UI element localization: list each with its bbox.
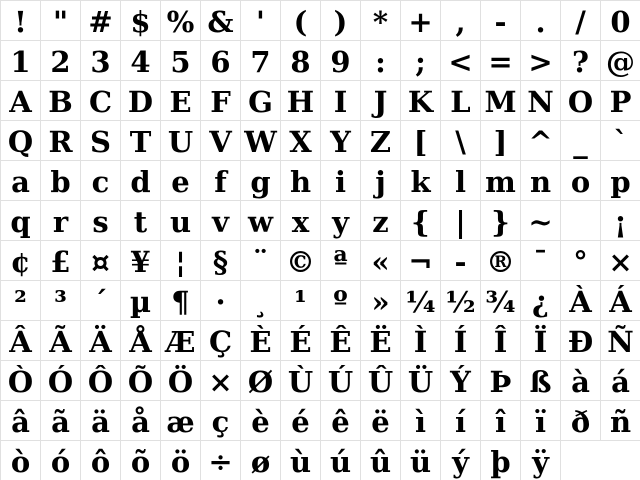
glyph-cell[interactable]: Ã (40, 320, 80, 360)
glyph-cell[interactable]: ÿ (520, 440, 560, 480)
glyph-cell[interactable]: z (360, 200, 400, 240)
glyph-cell[interactable]: J (360, 80, 400, 120)
glyph-cell[interactable]: l (440, 160, 480, 200)
glyph-cell[interactable]: y (320, 200, 360, 240)
glyph-cell[interactable]: « (360, 240, 400, 280)
glyph-cell[interactable]: è (240, 400, 280, 440)
glyph-cell[interactable]: Ê (320, 320, 360, 360)
glyph-cell[interactable]: ] (480, 120, 520, 160)
glyph-cell[interactable]: ã (40, 400, 80, 440)
glyph-cell[interactable]: Ò (0, 360, 40, 400)
glyph-cell[interactable]: , (440, 0, 480, 40)
glyph-cell[interactable]: Ñ (600, 320, 640, 360)
glyph-cell[interactable]: = (480, 40, 520, 80)
glyph-cell[interactable]: Ú (320, 360, 360, 400)
glyph-cell[interactable]: ð (560, 400, 600, 440)
glyph-cell[interactable]: ó (40, 440, 80, 480)
glyph-cell[interactable]: 7 (240, 40, 280, 80)
glyph-cell[interactable]: [ (400, 120, 440, 160)
glyph-cell[interactable]: / (560, 0, 600, 40)
glyph-cell[interactable]: H (280, 80, 320, 120)
glyph-cell[interactable]: 8 (280, 40, 320, 80)
glyph-cell[interactable]: Õ (120, 360, 160, 400)
glyph-cell[interactable]: ª (320, 240, 360, 280)
glyph-cell[interactable]: w (240, 200, 280, 240)
glyph-cell[interactable]: L (440, 80, 480, 120)
glyph-cell[interactable]: » (360, 280, 400, 320)
glyph-cell[interactable]: - (480, 0, 520, 40)
glyph-cell[interactable]: # (80, 0, 120, 40)
glyph-cell[interactable]: § (200, 240, 240, 280)
glyph-cell[interactable]: m (480, 160, 520, 200)
glyph-cell[interactable]: ¿ (520, 280, 560, 320)
glyph-cell[interactable]: X (280, 120, 320, 160)
glyph-cell[interactable]: Ó (40, 360, 80, 400)
glyph-cell[interactable]: g (240, 160, 280, 200)
glyph-cell[interactable]: ! (0, 0, 40, 40)
glyph-cell[interactable]: ý (440, 440, 480, 480)
glyph-cell[interactable]: ¹ (280, 280, 320, 320)
glyph-cell[interactable]: Þ (480, 360, 520, 400)
glyph-cell[interactable]: Ü (400, 360, 440, 400)
glyph-cell[interactable]: ´ (80, 280, 120, 320)
glyph-cell[interactable]: i (320, 160, 360, 200)
glyph-cell[interactable]: ? (560, 40, 600, 80)
glyph-cell[interactable]: q (0, 200, 40, 240)
glyph-cell[interactable]: æ (160, 400, 200, 440)
glyph-cell[interactable]: Î (480, 320, 520, 360)
glyph-cell[interactable]: £ (40, 240, 80, 280)
glyph-cell[interactable]: þ (480, 440, 520, 480)
glyph-cell[interactable]: I (320, 80, 360, 120)
empty-cell (560, 200, 600, 240)
glyph-cell[interactable]: ¸ (240, 280, 280, 320)
glyph-cell[interactable]: Ì (400, 320, 440, 360)
glyph-cell[interactable]: M (480, 80, 520, 120)
glyph-cell[interactable]: ' (240, 0, 280, 40)
glyph-cell[interactable]: D (120, 80, 160, 120)
glyph-cell[interactable]: ñ (600, 400, 640, 440)
glyph-cell[interactable]: ß (520, 360, 560, 400)
glyph-cell[interactable]: ) (320, 0, 360, 40)
glyph-cell[interactable]: ¬ (400, 240, 440, 280)
glyph-cell[interactable]: r (40, 200, 80, 240)
glyph-cell[interactable]: $ (120, 0, 160, 40)
glyph-cell[interactable]: s (80, 200, 120, 240)
glyph-cell[interactable]: N (520, 80, 560, 120)
glyph-cell[interactable]: 4 (120, 40, 160, 80)
glyph-cell[interactable]: í (440, 400, 480, 440)
glyph-cell[interactable]: e (160, 160, 200, 200)
glyph-cell[interactable]: È (240, 320, 280, 360)
glyph-cell[interactable]: á (600, 360, 640, 400)
glyph-cell[interactable]: S (80, 120, 120, 160)
glyph-cell[interactable]: % (160, 0, 200, 40)
glyph-cell[interactable]: h (280, 160, 320, 200)
glyph-cell[interactable]: ; (400, 40, 440, 80)
glyph-cell[interactable]: Ý (440, 360, 480, 400)
glyph-cell[interactable]: Á (600, 280, 640, 320)
glyph-cell[interactable]: ¤ (80, 240, 120, 280)
glyph-cell[interactable]: O (560, 80, 600, 120)
glyph-cell[interactable]: + (400, 0, 440, 40)
glyph-cell[interactable]: ¡ (600, 200, 640, 240)
glyph-cell[interactable]: E (160, 80, 200, 120)
glyph-cell[interactable]: b (40, 160, 80, 200)
glyph-cell[interactable]: Ë (360, 320, 400, 360)
glyph-cell[interactable]: @ (600, 40, 640, 80)
glyph-cell[interactable]: é (280, 400, 320, 440)
glyph-cell[interactable]: ü (400, 440, 440, 480)
glyph-cell[interactable]: R (40, 120, 80, 160)
glyph-cell[interactable]: ç (200, 400, 240, 440)
glyph-cell[interactable]: t (120, 200, 160, 240)
glyph-cell[interactable]: 9 (320, 40, 360, 80)
glyph-cell[interactable]: Ï (520, 320, 560, 360)
glyph-cell[interactable]: x (280, 200, 320, 240)
glyph-cell[interactable]: ä (80, 400, 120, 440)
glyph-cell[interactable]: ` (600, 120, 640, 160)
glyph-cell[interactable]: ³ (40, 280, 80, 320)
glyph-cell[interactable]: f (200, 160, 240, 200)
glyph-cell[interactable]: B (40, 80, 80, 120)
glyph-cell[interactable]: o (560, 160, 600, 200)
glyph-cell[interactable]: p (600, 160, 640, 200)
glyph-cell[interactable]: Ð (560, 320, 600, 360)
glyph-cell[interactable]: v (200, 200, 240, 240)
glyph-cell[interactable]: ¨ (240, 240, 280, 280)
glyph-cell[interactable]: ì (400, 400, 440, 440)
glyph-cell[interactable]: Í (440, 320, 480, 360)
glyph-cell[interactable]: ¶ (160, 280, 200, 320)
glyph-cell[interactable]: Ä (80, 320, 120, 360)
glyph-cell[interactable]: Z (360, 120, 400, 160)
glyph-cell[interactable]: 0 (600, 0, 640, 40)
glyph-cell[interactable]: ÷ (200, 440, 240, 480)
glyph-cell[interactable]: W (240, 120, 280, 160)
glyph-cell[interactable]: ô (80, 440, 120, 480)
glyph-cell[interactable]: * (360, 0, 400, 40)
glyph-cell[interactable]: Å (120, 320, 160, 360)
glyph-cell[interactable]: Ù (280, 360, 320, 400)
glyph-cell[interactable]: Ø (240, 360, 280, 400)
empty-cell (560, 440, 600, 480)
glyph-cell[interactable]: - (440, 240, 480, 280)
glyph-cell[interactable]: Ö (160, 360, 200, 400)
glyph-cell[interactable]: ^ (520, 120, 560, 160)
glyph-cell[interactable]: k (400, 160, 440, 200)
glyph-cell[interactable]: ï (520, 400, 560, 440)
glyph-cell[interactable]: { (400, 200, 440, 240)
glyph-cell[interactable]: : (360, 40, 400, 80)
glyph-cell[interactable]: ¯ (520, 240, 560, 280)
glyph-cell[interactable]: ø (240, 440, 280, 480)
glyph-cell[interactable]: ò (0, 440, 40, 480)
glyph-cell[interactable]: Q (0, 120, 40, 160)
glyph-cell[interactable]: ® (480, 240, 520, 280)
glyph-cell[interactable]: U (160, 120, 200, 160)
glyph-cell[interactable]: _ (560, 120, 600, 160)
glyph-cell[interactable]: ¥ (120, 240, 160, 280)
glyph-cell[interactable]: × (600, 240, 640, 280)
glyph-cell[interactable]: G (240, 80, 280, 120)
glyph-cell[interactable]: K (400, 80, 440, 120)
glyph-cell[interactable]: ù (280, 440, 320, 480)
glyph-cell[interactable]: n (520, 160, 560, 200)
glyph-cell[interactable]: ê (320, 400, 360, 440)
glyph-cell[interactable]: A (0, 80, 40, 120)
glyph-cell[interactable]: u (160, 200, 200, 240)
glyph-cell[interactable]: · (200, 280, 240, 320)
glyph-cell[interactable]: Y (320, 120, 360, 160)
glyph-cell[interactable]: Ô (80, 360, 120, 400)
glyph-cell[interactable]: } (480, 200, 520, 240)
glyph-cell[interactable]: \ (440, 120, 480, 160)
glyph-cell[interactable]: ¾ (480, 280, 520, 320)
glyph-cell[interactable]: T (120, 120, 160, 160)
glyph-cell[interactable]: P (600, 80, 640, 120)
glyph-cell[interactable]: c (80, 160, 120, 200)
glyph-cell[interactable]: & (200, 0, 240, 40)
glyph-cell[interactable]: À (560, 280, 600, 320)
glyph-cell[interactable]: Æ (160, 320, 200, 360)
glyph-cell[interactable]: ¦ (160, 240, 200, 280)
glyph-cell[interactable]: ¼ (400, 280, 440, 320)
glyph-cell[interactable]: å (120, 400, 160, 440)
glyph-cell[interactable]: ö (160, 440, 200, 480)
glyph-cell[interactable]: û (360, 440, 400, 480)
glyph-cell[interactable]: õ (120, 440, 160, 480)
glyph-cell[interactable]: 6 (200, 40, 240, 80)
glyph-cell[interactable]: . (520, 0, 560, 40)
glyph-cell[interactable]: C (80, 80, 120, 120)
glyph-cell[interactable]: ¢ (0, 240, 40, 280)
glyph-cell[interactable]: µ (120, 280, 160, 320)
glyph-cell[interactable]: Û (360, 360, 400, 400)
glyph-cell[interactable]: à (560, 360, 600, 400)
glyph-cell[interactable]: î (480, 400, 520, 440)
glyph-cell[interactable]: Â (0, 320, 40, 360)
glyph-cell[interactable]: d (120, 160, 160, 200)
glyph-cell[interactable]: ½ (440, 280, 480, 320)
glyph-cell[interactable]: © (280, 240, 320, 280)
glyph-cell[interactable]: × (200, 360, 240, 400)
glyph-cell[interactable]: j (360, 160, 400, 200)
glyph-cell[interactable]: ë (360, 400, 400, 440)
glyph-cell[interactable]: " (40, 0, 80, 40)
glyph-cell[interactable]: Ç (200, 320, 240, 360)
glyph-cell[interactable]: ° (560, 240, 600, 280)
glyph-cell[interactable]: 3 (80, 40, 120, 80)
glyph-cell[interactable]: V (200, 120, 240, 160)
glyph-cell[interactable]: < (440, 40, 480, 80)
glyph-cell[interactable]: F (200, 80, 240, 120)
glyph-cell[interactable]: ú (320, 440, 360, 480)
glyph-cell[interactable]: ² (0, 280, 40, 320)
glyph-cell[interactable]: 5 (160, 40, 200, 80)
glyph-cell[interactable]: º (320, 280, 360, 320)
glyph-cell[interactable]: É (280, 320, 320, 360)
glyph-cell[interactable]: ~ (520, 200, 560, 240)
glyph-cell[interactable]: | (440, 200, 480, 240)
glyph-cell[interactable]: a (0, 160, 40, 200)
glyph-cell[interactable]: 2 (40, 40, 80, 80)
glyph-cell[interactable]: 1 (0, 40, 40, 80)
empty-cell (600, 440, 640, 480)
glyph-cell[interactable]: > (520, 40, 560, 80)
glyph-cell[interactable]: â (0, 400, 40, 440)
glyph-cell[interactable]: ( (280, 0, 320, 40)
